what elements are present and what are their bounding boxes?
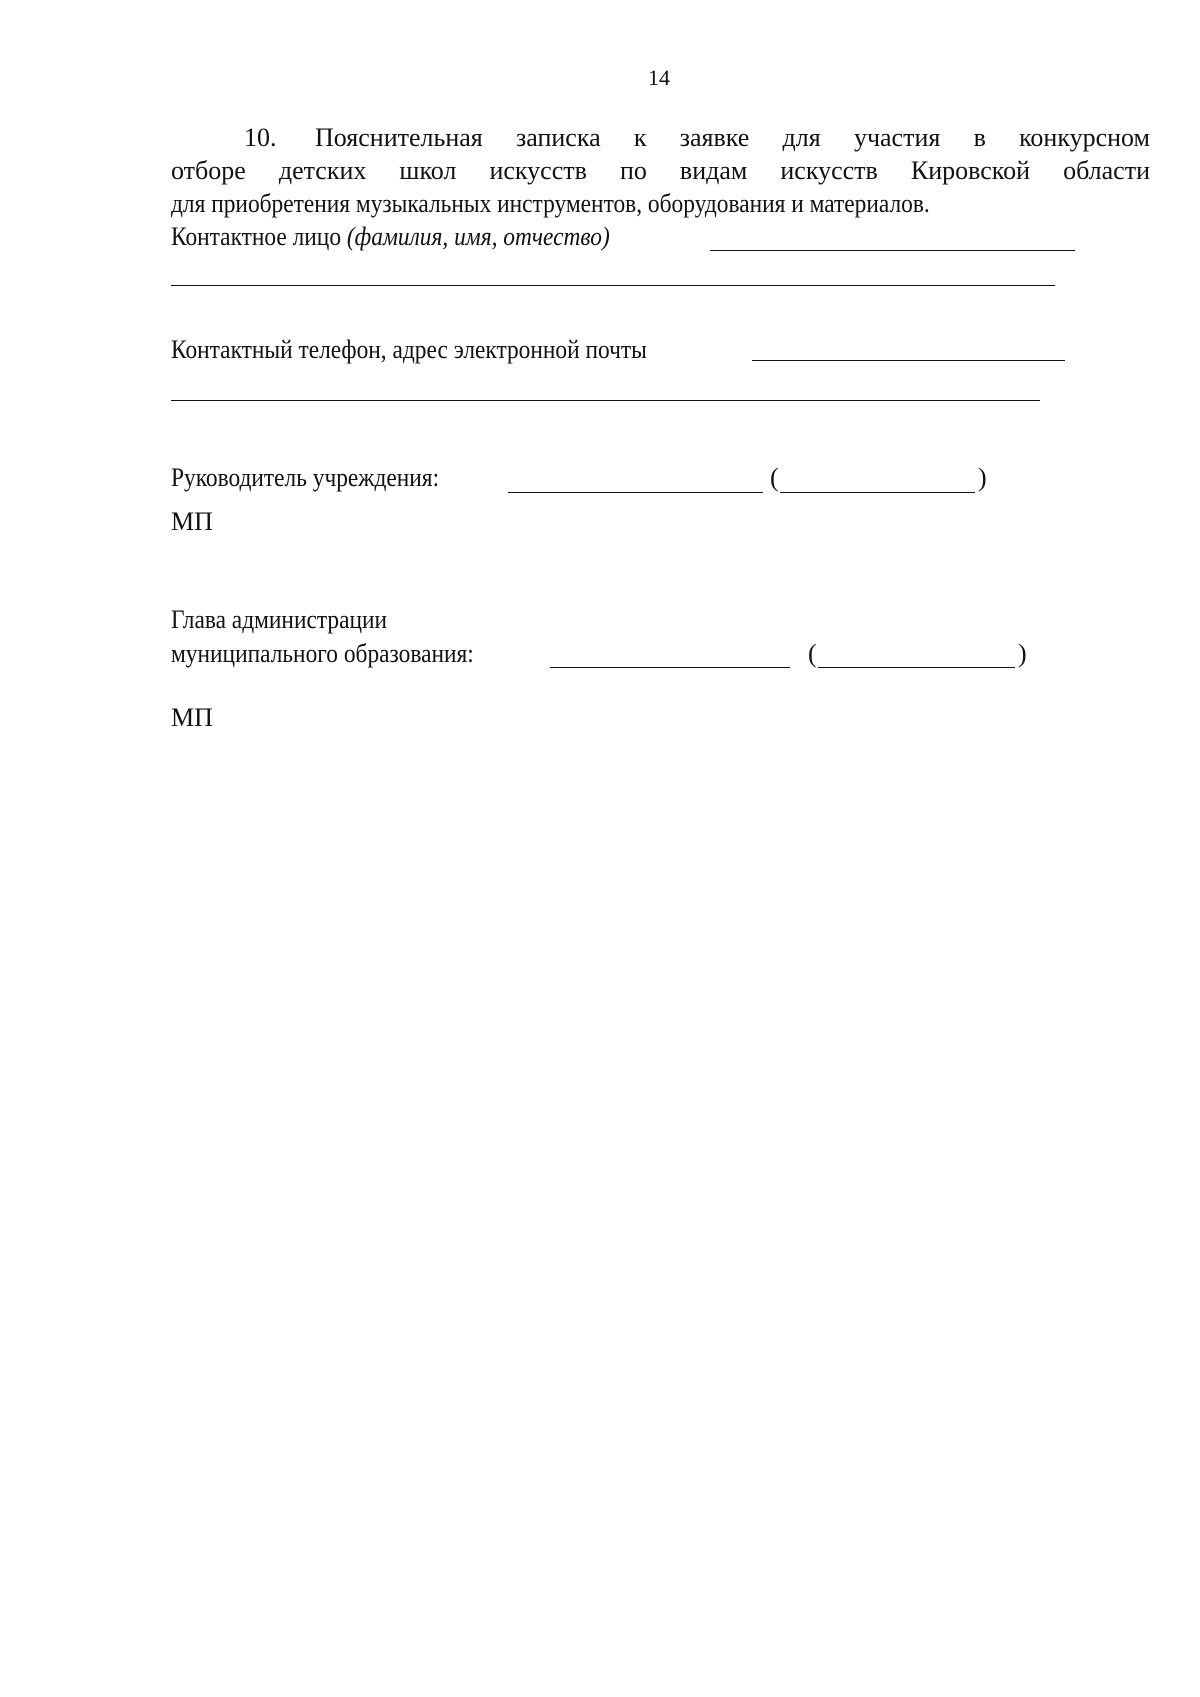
head-open-paren: (	[770, 463, 779, 492]
head-label-row	[171, 462, 469, 494]
contact-phone-field-continued[interactable]	[171, 400, 1040, 401]
page-number: 14	[648, 65, 670, 90]
head-stamp-label: МП	[171, 507, 213, 536]
admin-label-line-2: муниципального образования:	[171, 639, 474, 668]
contact-person-label: Контактное лицо	[171, 222, 342, 251]
contact-person-field[interactable]	[710, 250, 1075, 251]
section-number: 10.	[244, 123, 277, 152]
contact-phone-label-row	[171, 334, 700, 366]
admin-label-line-1: Глава администрации	[171, 605, 388, 634]
admin-name-field[interactable]	[818, 667, 1015, 668]
admin-close-paren: )	[1018, 639, 1027, 668]
admin-open-paren: (	[808, 639, 817, 668]
head-label: Руководитель учреждения:	[171, 463, 440, 492]
section-line-1: Пояснительная записка к заявке для участия в конкурсном	[315, 123, 1150, 152]
admin-signature-field[interactable]	[550, 667, 790, 668]
head-name-field[interactable]	[780, 492, 975, 493]
contact-phone-label: Контактный телефон, адрес электронной почты	[171, 335, 647, 364]
admin-label-line-1-row	[171, 604, 411, 636]
contact-person-label-row	[171, 221, 659, 253]
contact-person-hint: (фамилия, имя, отчество)	[346, 222, 610, 251]
section-line-3	[171, 188, 1014, 220]
contact-phone-field[interactable]	[752, 360, 1065, 361]
admin-stamp-label: МП	[171, 703, 213, 732]
admin-label-line-2-row	[171, 638, 507, 670]
section-line-3-text: для приобретения музыкальных инструментов, оборудования и материалов.	[171, 189, 930, 218]
head-signature-field[interactable]	[508, 492, 763, 493]
contact-person-field-continued[interactable]	[171, 285, 1055, 286]
head-close-paren: )	[978, 463, 987, 492]
section-line-2: отборе детских школ искусств по видам искусств Кировской области	[171, 156, 1150, 185]
